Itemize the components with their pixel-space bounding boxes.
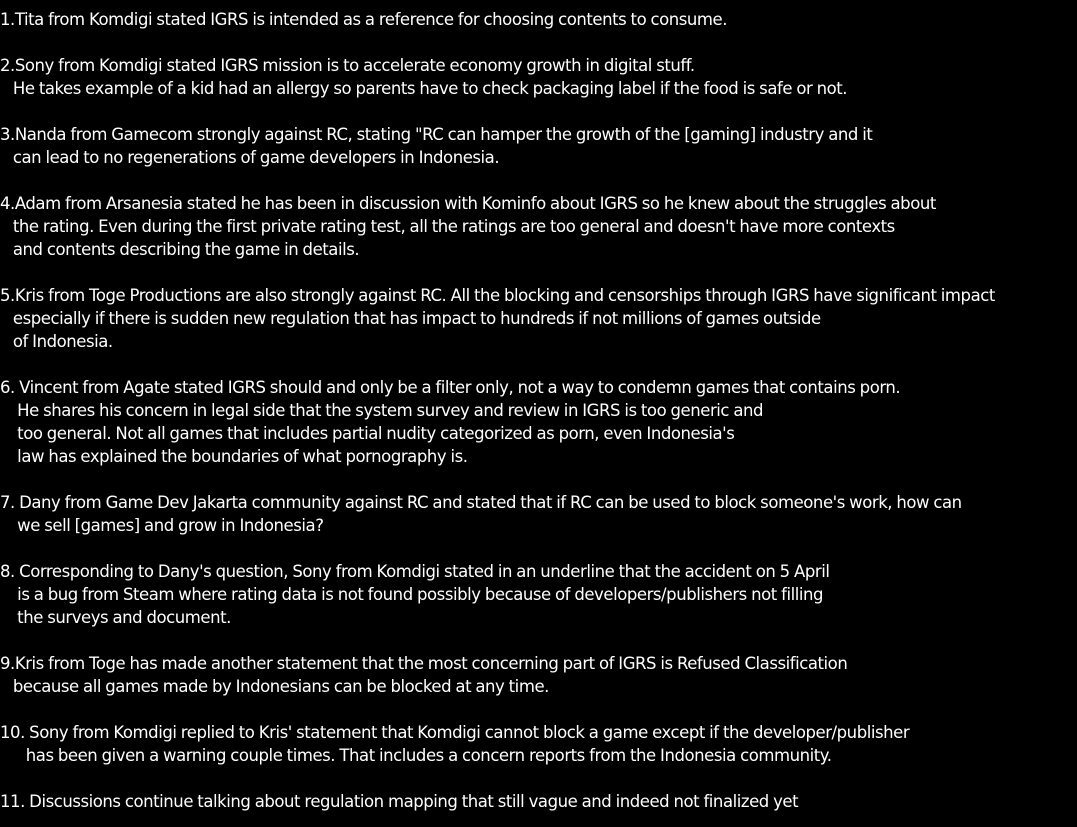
note-3-line-1: 3.Nanda from Gamecom strongly against RC, stating "RC can hamper the growth of the [gaming] industry and it: [0, 125, 873, 144]
note-8-line-1: 8. Corresponding to Dany's question, Sony from Komdigi stated in an underline that the accident on 5 April: [0, 562, 830, 581]
note-4-line-1: 4.Adam from Arsanesia stated he has been in discussion with Kominfo about IGRS so he knew about the struggles about: [0, 194, 936, 213]
note-6-line-3: too general. Not all games that includes partial nudity categorized as porn, even Indonesia's: [0, 424, 735, 443]
note-2-line-2: He takes example of a kid had an allergy so parents have to check packaging label if the food is safe or not.: [0, 79, 848, 98]
note-10-line-1: 10. Sony from Komdigi replied to Kris' statement that Komdigi cannot block a game except if the developer/publisher: [0, 723, 910, 742]
note-6-line-4: law has explained the boundaries of what pornography is.: [0, 447, 468, 466]
note-1-line-1: 1.Tita from Komdigi stated IGRS is intended as a reference for choosing contents to consume.: [0, 10, 728, 29]
note-7-line-2: we sell [games] and grow in Indonesia?: [0, 516, 324, 535]
note-5-line-3: of Indonesia.: [0, 332, 113, 351]
note-8-line-2: is a bug from Steam where rating data is not found possibly because of developers/publishers not filling: [0, 585, 824, 604]
note-4-line-3: and contents describing the game in details.: [0, 240, 360, 259]
note-2-line-1: 2.Sony from Komdigi stated IGRS mission is to accelerate economy growth in digital stuff.: [0, 56, 695, 75]
note-4-line-2: the rating. Even during the first private rating test, all the ratings are too general and doesn't have more contexts: [0, 217, 895, 236]
note-9-line-2: because all games made by Indonesians can be blocked at any time.: [0, 677, 549, 696]
note-5-line-1: 5.Kris from Toge Productions are also strongly against RC. All the blocking and censorships through IGRS have significant impact: [0, 286, 995, 305]
note-9-line-1: 9.Kris from Toge has made another statement that the most concerning part of IGRS is Refused Classification: [0, 654, 848, 673]
note-10-line-2: has been given a warning couple times. That includes a concern reports from the Indonesia community.: [0, 746, 832, 765]
note-8-line-3: the surveys and document.: [0, 608, 231, 627]
note-6-line-1: 6. Vincent from Agate stated IGRS should and only be a filter only, not a way to condemn games that contains porn.: [0, 378, 901, 397]
note-3-line-2: can lead to no regenerations of game developers in Indonesia.: [0, 148, 500, 167]
note-7-line-1: 7. Dany from Game Dev Jakarta community against RC and stated that if RC can be used to block someone's work, how can: [0, 493, 962, 512]
note-6-line-2: He shares his concern in legal side that the system survey and review in IGRS is too generic and: [0, 401, 764, 420]
note-5-line-2: especially if there is sudden new regulation that has impact to hundreds if not millions of games outside: [0, 309, 821, 328]
note-11-line-1: 11. Discussions continue talking about regulation mapping that still vague and indeed not finalized yet: [0, 792, 799, 811]
